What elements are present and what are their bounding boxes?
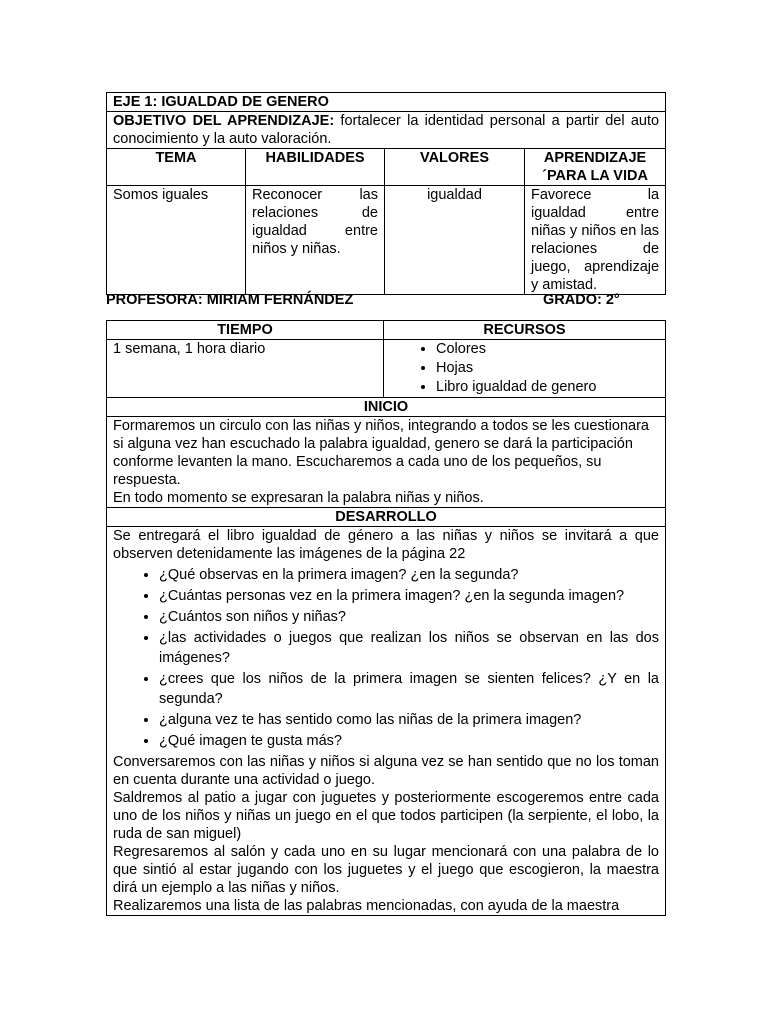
cell-recursos: [384, 340, 666, 398]
cell-tiempo: 1 semana, 1 hora diario: [107, 340, 384, 398]
objetivo-label: OBJETIVO DEL APRENDIZAJE:: [113, 113, 335, 129]
inicio-paragraph: En todo momento se expresaran la palabra niñas y niños.: [113, 490, 484, 506]
eje-title: EJE 1: IGUALDAD DE GENERO: [107, 93, 666, 112]
list-item: • ¿alguna vez te has sentido como las niñas de la primera imagen?: [159, 710, 659, 730]
plan-table: [106, 320, 666, 916]
cell-habilidades: Reconocer las relaciones de igualdad entre niños y niñas.: [246, 186, 385, 295]
list-item: • ¿las actividades o juegos que realizan los niños se observan en las dos imágenes?: [159, 628, 659, 668]
desarrollo-paragraph: Realizaremos una lista de las palabras mencionadas, con ayuda de la maestra: [113, 898, 620, 914]
objetivo-text: fortalecer la identidad personal a partir del auto conocimiento y la auto valoración.: [113, 113, 660, 147]
desarrollo-paragraph: Conversaremos con las niñas y niños si alguna vez se han sentido que no los toman en cuenta durante una actividad o juego.: [113, 754, 659, 788]
list-item: • ¿Qué imagen te gusta más?: [159, 731, 659, 751]
inicio-cell: [107, 417, 666, 508]
cell-tema: Somos iguales: [107, 186, 246, 295]
inicio-heading: INICIO: [107, 398, 666, 417]
cell-aprendizaje: Favorece la igualdad entre niñas y niños en las relaciones de juego, aprendizaje y amistad.: [525, 186, 666, 295]
list-item: • Colores: [436, 340, 659, 359]
cell-valores: igualdad: [385, 186, 525, 295]
col-recursos: RECURSOS: [384, 321, 666, 340]
desarrollo-paragraph: Regresaremos al salón y cada uno en su lugar mencionará con una palabra de lo que sintió al estar jugando con los juguetes y el juego que escogieron, la maestra dirá un ejemplo a las niñas y niños.: [113, 844, 659, 896]
planning-header-table: [106, 92, 666, 295]
desarrollo-cell: [107, 527, 666, 916]
inicio-paragraph: Formaremos un circulo con las niñas y niños, integrando a todos se les cuestionara si alguna vez han escuchado la palabra igualdad, genero se dará la participación conforme levanten la mano. Escucharemos a cada uno de los pequeños, su respuesta.: [113, 418, 649, 488]
col-tema: TEMA: [107, 149, 246, 186]
list-item: • ¿Cuántos son niños y niñas?: [159, 607, 659, 627]
col-habilidades: HABILIDADES: [246, 149, 385, 186]
recursos-list: [390, 340, 659, 397]
desarrollo-intro: Se entregará el libro igualdad de género a las niñas y niños se invitará a que observen detenidamente las imágenes de la página 22: [113, 528, 659, 562]
preguntas-list: [113, 565, 659, 751]
list-item: • ¿crees que los niños de la primera imagen se sienten felices? ¿Y en la segunda?: [159, 669, 659, 709]
col-tiempo: TIEMPO: [107, 321, 384, 340]
objetivo-cell: [107, 112, 666, 149]
desarrollo-paragraph: Saldremos al patio a jugar con juguetes y posteriormente escogeremos entre cada uno de los niños y niñas un juego en el que todos participen (la serpiente, el lobo, la ruda de san miguel): [113, 790, 659, 842]
grado: GRADO: 2°: [543, 292, 620, 308]
desarrollo-heading: DESARROLLO: [107, 508, 666, 527]
profesora-line: [106, 292, 665, 310]
col-aprendizaje: APRENDIZAJE ´PARA LA VIDA: [525, 149, 666, 186]
list-item: • Libro igualdad de genero: [436, 378, 659, 397]
list-item: • Hojas: [436, 359, 659, 378]
list-item: • ¿Qué observas en la primera imagen? ¿en la segunda?: [159, 565, 659, 585]
list-item: • ¿Cuántas personas vez en la primera imagen? ¿en la segunda imagen?: [159, 586, 659, 606]
profesora: PROFESORA: MIRIAM FERNÁNDEZ: [106, 292, 354, 308]
col-valores: VALORES: [385, 149, 525, 186]
